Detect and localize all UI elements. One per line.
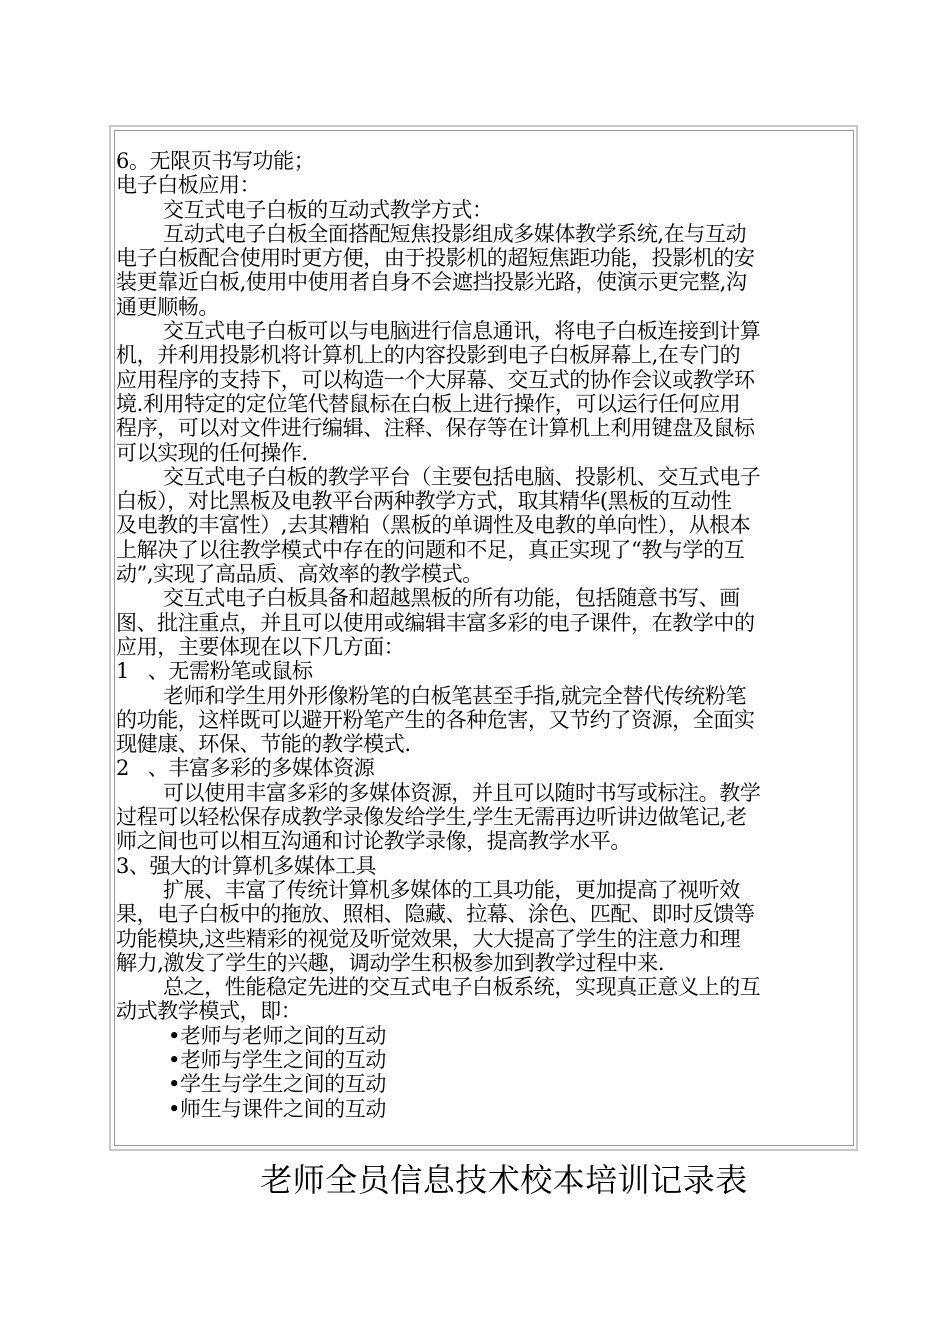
paragraph-line: 师之间也可以相互沟通和讨论教学录像，提高教学水平。 xyxy=(116,829,631,854)
paragraph-line: 解力,激发了学生的兴趣，调动学生积极参加到教学过程中来. xyxy=(116,950,665,975)
paragraph-line: 动式教学模式，即： xyxy=(116,999,302,1024)
paragraph-line: 上解决了以往教学模式中存在的问题和不足，真正实现了“教与学的互 xyxy=(116,537,745,562)
paragraph-line: 通更顺畅。 xyxy=(116,294,219,319)
paragraph-line: 2 、丰富多彩的多媒体资源 xyxy=(116,756,375,781)
paragraph-line: 3、强大的计算机多媒体工具 xyxy=(116,853,377,878)
paragraph-line: 老师和学生用外形像粉笔的白板笔甚至手指,就完全替代传统粉笔 xyxy=(163,683,747,708)
paragraph-line: 扩展、丰富了传统计算机多媒体的工具功能，更加提高了视听效 xyxy=(163,877,740,902)
paragraph-line: 交互式电子白板的教学平台（主要包括电脑、投影机、交互式电子 xyxy=(163,464,761,489)
paragraph-line: 果，电子白板中的拖放、照相、隐藏、拉幕、涂色、匹配、即时反馈等 xyxy=(116,902,755,927)
paragraph-line: 功能模块,这些精彩的视觉及听觉效果，大大提高了学生的注意力和理 xyxy=(116,926,741,951)
paragraph-line: 动”,实现了高品质、高效率的教学模式。 xyxy=(116,562,483,587)
paragraph-line: 交互式电子白板可以与电脑进行信息通讯，将电子白板连接到计算 xyxy=(163,319,761,344)
paragraph-line: 应用程序的支持下，可以构造一个大屏幕、交互式的协作会议或教学环 xyxy=(116,367,755,392)
document-body xyxy=(116,149,854,1121)
paragraph-line: 电子白板应用： xyxy=(116,173,261,198)
bullet-item: •老师与学生之间的互动 xyxy=(168,1047,386,1072)
bullet-item: •学生与学生之间的互动 xyxy=(168,1072,386,1097)
paragraph-line: 电子白板配合使用时更方便，由于投影机的超短焦距功能，投影机的安 xyxy=(116,246,755,271)
paragraph-line: 程序，可以对文件进行编辑、注释、保存等在计算机上利用键盘及鼠标 xyxy=(116,416,755,441)
paragraph-line: 机，并利用投影机将计算机上的内容投影到电子白板屏幕上,在专门的 xyxy=(116,343,741,368)
paragraph-line: 交互式电子白板具备和超越黑板的所有功能，包括随意书写、画 xyxy=(163,586,740,611)
paragraph-line: 6。无限页书写功能； xyxy=(116,149,315,173)
bullet-item: •师生与课件之间的互动 xyxy=(168,1096,386,1121)
paragraph-line: 互动式电子白板全面搭配短焦投影组成多媒体教学系统,在与互动 xyxy=(163,221,747,246)
document-title: 老师全员信息技术校本培训记录表 xyxy=(260,1161,748,1199)
paragraph-line: 1 、无需粉笔或鼠标 xyxy=(116,659,313,684)
paragraph-line: 应用，主要体现在以下几方面： xyxy=(116,634,405,659)
paragraph-line: 可以实现的任何操作. xyxy=(116,440,308,465)
paragraph-line: 总之，性能稳定先进的交互式电子白板系统，实现真正意义上的互 xyxy=(163,975,761,1000)
paragraph-line: 过程可以轻松保存成教学录像发给学生,学生无需再边听讲边做笔记,老 xyxy=(116,805,747,830)
paragraph-line: 装更靠近白板,使用中使用者自身不会遮挡投影光路，使演示更完整,沟 xyxy=(116,270,747,295)
paragraph-line: 可以使用丰富多彩的多媒体资源，并且可以随时书写或标注。教学 xyxy=(163,780,761,805)
paragraph-line: 交互式电子白板的互动式教学方式： xyxy=(163,197,493,222)
bullet-item: •老师与老师之间的互动 xyxy=(168,1023,386,1048)
paragraph-line: 图、批注重点，并且可以使用或编辑丰富多彩的电子课件，在教学中的 xyxy=(116,610,755,635)
paragraph-line: 的功能，这样既可以避开粉笔产生的各种危害，又节约了资源，全面实 xyxy=(116,707,755,732)
paragraph-line: 现健康、环保、节能的教学模式. xyxy=(116,732,411,757)
paragraph-line: 白板），对比黑板及电教平台两种教学方式，取其精华(黑板的互动性 xyxy=(116,489,732,514)
paragraph-line: 境.利用特定的定位笔代替鼠标在白板上进行操作，可以运行任何应用 xyxy=(116,391,741,416)
paragraph-line: 及电教的丰富性）,去其糟粕（黑板的单调性及电教的单向性），从根本 xyxy=(116,513,751,538)
